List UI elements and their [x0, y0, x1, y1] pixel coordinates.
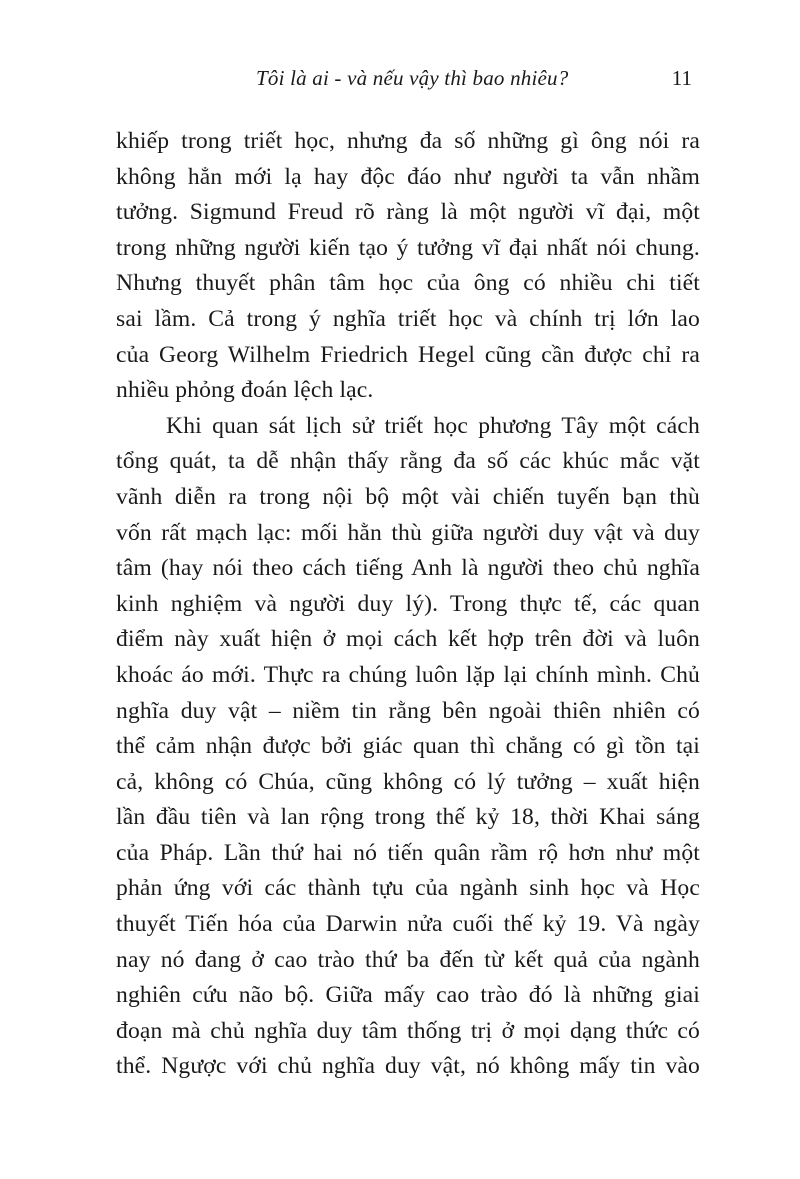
page-header — [116, 64, 692, 104]
running-title: Tôi là ai - và nếu vậy thì bao nhiêu? — [256, 66, 569, 90]
body-text — [116, 124, 700, 1085]
text-line: thể cảm nhận được bởi giác quan thì chẳng có gì tồn tại — [116, 733, 700, 760]
text-line: thể. Ngược với chủ nghĩa duy vật, nó không mấy tin vào — [116, 1053, 700, 1080]
text-line: điểm này xuất hiện ở mọi cách kết hợp trên đời và luôn — [116, 626, 700, 653]
text-line: sai lầm. Cả trong ý nghĩa triết học và chính trị lớn lao — [116, 305, 700, 332]
text-line: nghĩa duy vật – niềm tin rằng bên ngoài thiên nhiên có — [116, 697, 700, 724]
text-line: tưởng. Sigmund Freud rõ ràng là một người vĩ đại, một — [116, 199, 700, 226]
text-line: của Georg Wilhelm Friedrich Hegel cũng cần được chỉ ra — [116, 341, 700, 368]
text-line: khiếp trong triết học, nhưng đa số những gì ông nói ra — [116, 128, 700, 154]
text-line-paragraph-start: Khi quan sát lịch sử triết học phương Tây một cách — [166, 412, 700, 439]
text-line: tổng quát, ta dễ nhận thấy rằng đa số các khúc mắc vặt — [116, 448, 700, 475]
text-line: cả, không có Chúa, cũng không có lý tưởng – xuất hiện — [116, 768, 700, 795]
text-line: phản ứng với các thành tựu của ngành sinh học và Học — [116, 875, 700, 902]
text-line: nghiên cứu não bộ. Giữa mấy cao trào đó là những giai — [116, 982, 700, 1009]
text-line: lần đầu tiên và lan rộng trong thế kỷ 18, thời Khai sáng — [116, 804, 700, 831]
text-line: của Pháp. Lần thứ hai nó tiến quân rầm rộ hơn như một — [116, 839, 700, 866]
text-line: thuyết Tiến hóa của Darwin nửa cuối thế kỷ 19. Và ngày — [116, 911, 700, 938]
text-line: nay nó đang ở cao trào thứ ba đến từ kết quả của ngành — [116, 946, 700, 973]
text-line: kinh nghiệm và người duy lý). Trong thực tế, các quan — [116, 590, 700, 617]
text-line-paragraph-end: nhiều phỏng đoán lệch lạc. — [116, 377, 374, 404]
text-line: đoạn mà chủ nghĩa duy tâm thống trị ở mọi dạng thức có — [116, 1017, 700, 1044]
text-line: vãnh diễn ra trong nội bộ một vài chiến tuyến bạn thù — [116, 483, 700, 510]
text-line: khoác áo mới. Thực ra chúng luôn lặp lại chính mình. Chủ — [116, 661, 700, 688]
text-line: tâm (hay nói theo cách tiếng Anh là người theo chủ nghĩa — [116, 555, 700, 582]
text-line: trong những người kiến tạo ý tưởng vĩ đại nhất nói chung. — [116, 234, 700, 261]
text-line: Nhưng thuyết phân tâm học của ông có nhiều chi tiết — [116, 270, 700, 297]
text-line: vốn rất mạch lạc: mối hằn thù giữa người duy vật và duy — [116, 519, 700, 546]
page-number: 11 — [671, 66, 692, 90]
text-line: không hẳn mới lạ hay độc đáo như người ta vẫn nhầm — [116, 163, 700, 190]
